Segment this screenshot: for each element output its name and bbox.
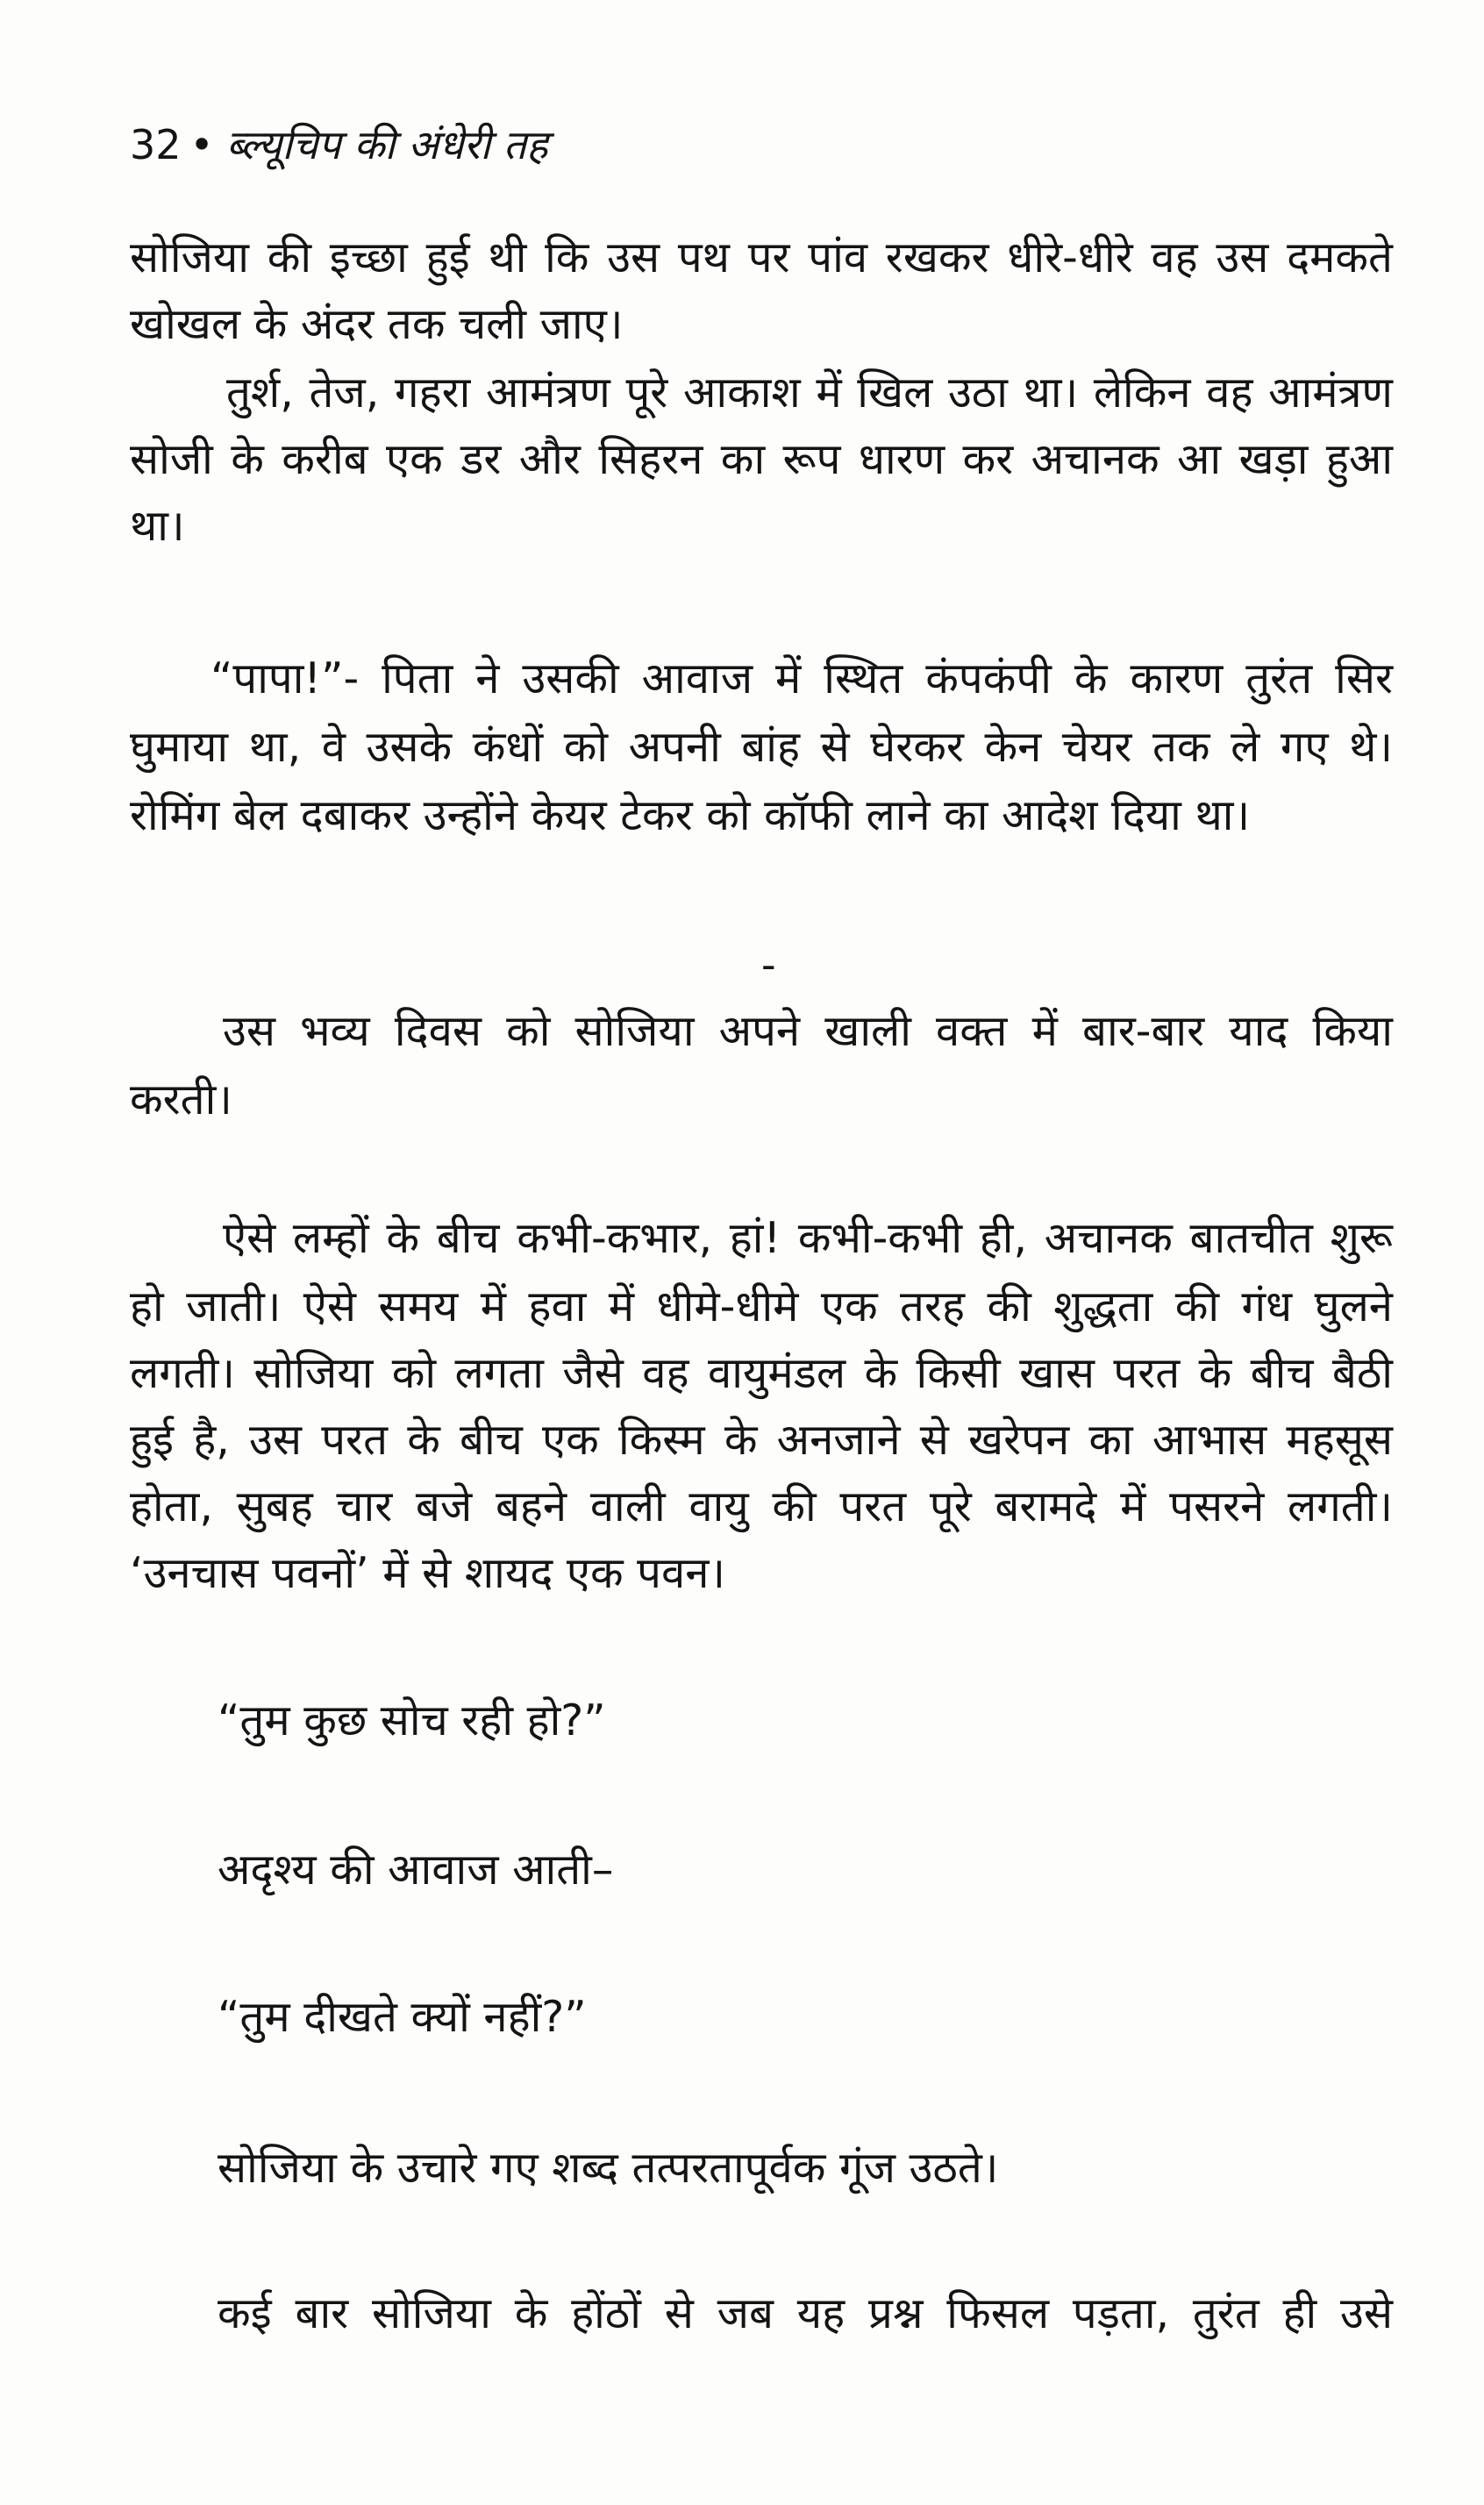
text-line: हुई है, उस परत के बीच एक किस्म के अनजाने से खरेपन का आभास महसूस bbox=[130, 1415, 1393, 1465]
section-break: - bbox=[761, 941, 776, 988]
text-line: “तुम दीखते क्यों नहीं?” bbox=[218, 1992, 587, 2042]
text-line: रोमिंग बेल दबाकर उन्होंने केयर टेकर को कॉफी लाने का आदेश दिया था। bbox=[130, 790, 1251, 840]
text-line: करती। bbox=[130, 1074, 232, 1124]
text-line: उस भव्य दिवस को सोजिया अपने खाली वक्त में बार-बार याद किया bbox=[223, 1006, 1393, 1056]
text-line: “पापा!”- पिता ने उसकी आवाज में स्थित कंपकंपी के कारण तुरंत सिर bbox=[210, 653, 1393, 703]
text-line: सोजिया की इच्छा हुई थी कि उस पथ पर पांव रखकर धीरे-धीरे वह उस दमकते bbox=[130, 232, 1393, 282]
text-line: घुमाया था, वे उसके कंधों को अपनी बांह से घेरकर केन चेयर तक ले गए थे। bbox=[130, 722, 1393, 772]
page-number: 32 bbox=[130, 121, 182, 168]
text-line: लगती। सोजिया को लगता जैसे वह वायुमंडल के किसी खास परत के बीच बैठी bbox=[130, 1348, 1393, 1398]
running-header bbox=[130, 114, 548, 175]
text-line: तुर्श, तेज, गहरा आमंत्रण पूरे आकाश में खिल उठा था। लेकिन वह आमंत्रण bbox=[226, 368, 1393, 418]
text-line: हो जाती। ऐसे समय में हवा में धीमे-धीमे एक तरह की शुद्धता की गंध घुलने bbox=[130, 1281, 1393, 1331]
text-line: ‘उनचास पवनों’ में से शायद एक पवन। bbox=[130, 1548, 725, 1598]
text-line: खोखल के अंदर तक चली जाए। bbox=[130, 299, 624, 349]
text-line: अदृश्य की आवाज आती– bbox=[218, 1845, 614, 1895]
text-line: कई बार सोजिया के होंठों से जब यह प्रश्न फिसल पड़ता, तुरंत ही उसे bbox=[218, 2288, 1393, 2338]
text-line: होता, सुबह चार बजे बहने वाली वायु की परत पूरे बरामदे में पसरने लगती। bbox=[130, 1481, 1393, 1531]
text-line: “तुम कुछ सोच रही हो?” bbox=[218, 1695, 606, 1745]
text-line: सोजी के करीब एक डर और सिहरन का रूप धारण कर अचानक आ खड़ा हुआ bbox=[130, 434, 1393, 484]
text-line: सोजिया के उचारे गए शब्द तत्परतापूर्वक गूंज उठते। bbox=[218, 2143, 999, 2193]
book-title: ब्ल्यूचिप की अंधेरी तह bbox=[225, 121, 548, 168]
header-bullet: • bbox=[189, 121, 214, 168]
text-line: ऐसे लम्हों के बीच कभी-कभार, हां! कभी-कभी ही, अचानक बातचीत शुरू bbox=[223, 1213, 1393, 1263]
text-line: था। bbox=[130, 501, 185, 551]
